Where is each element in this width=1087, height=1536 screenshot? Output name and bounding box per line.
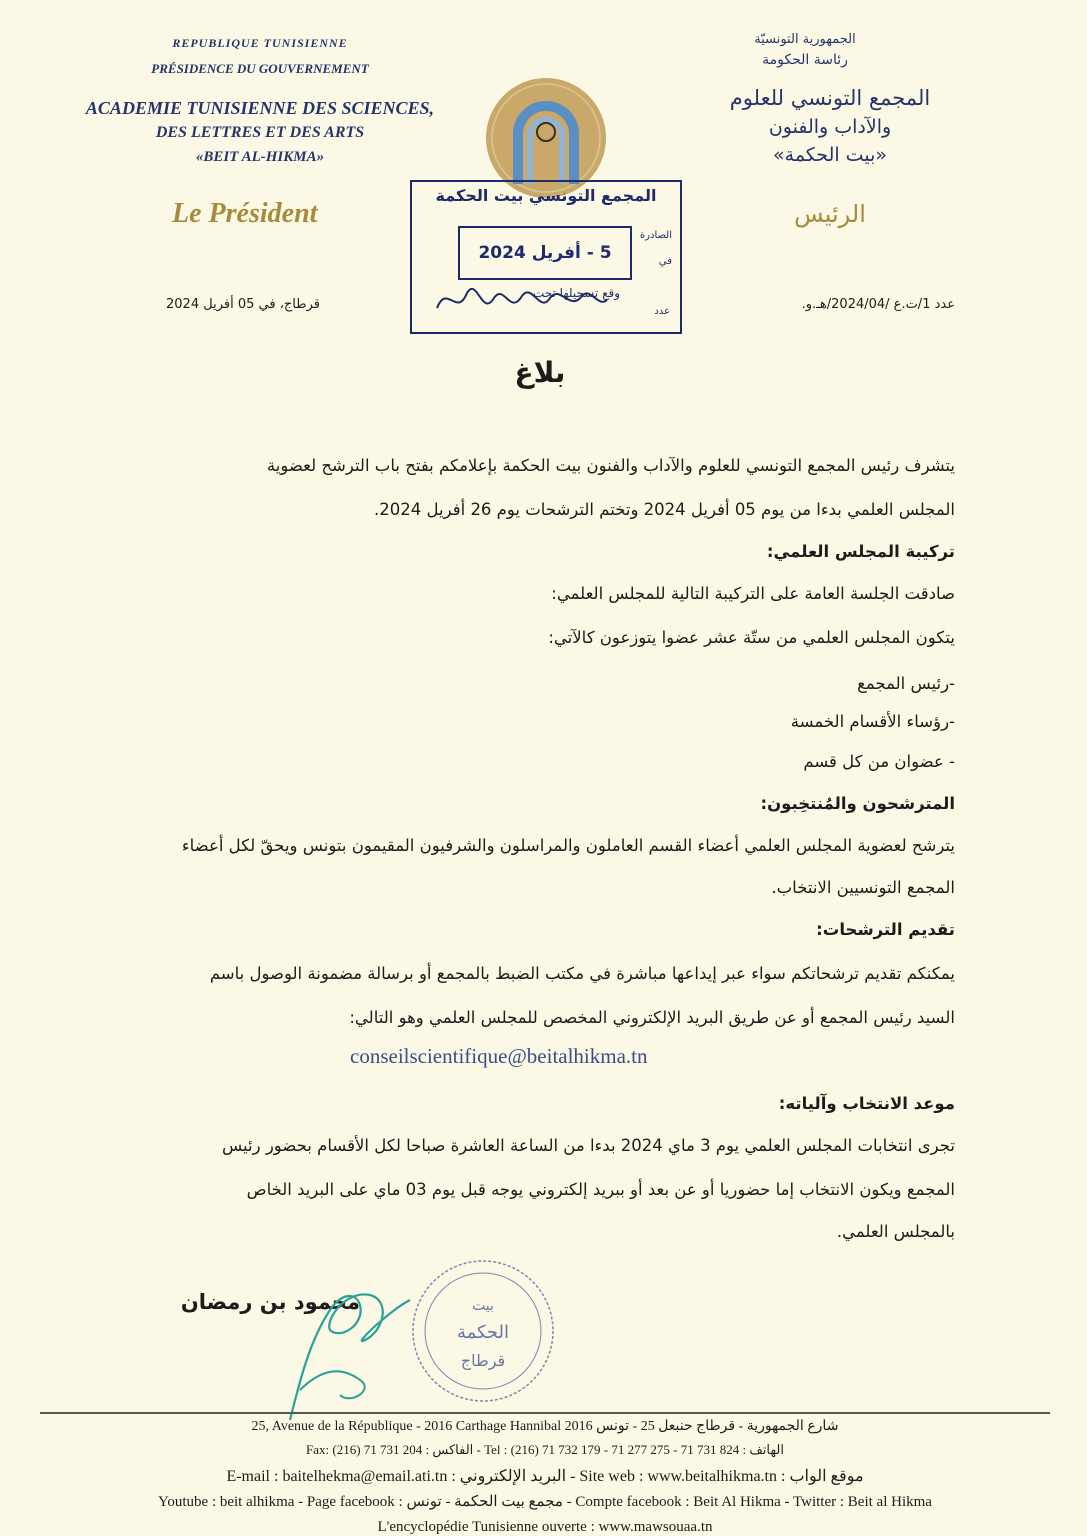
stamp-title: المجمع التونسي بيت الحكمة — [435, 186, 657, 205]
academy-name-line2: DES LETTRES ET DES ARTS — [155, 124, 365, 141]
reference-number: عدد 1/ت.ع /2024/04/هـ.و. — [801, 297, 955, 312]
notice-title: بلاغ — [514, 356, 566, 389]
republic-label-arabic: الجمهورية التونسيّة — [754, 32, 856, 47]
footer-encyclopedia: L'encyclopédie Tunisienne ouverte : www.mawsouaa.tn — [377, 1519, 713, 1535]
academy-name-line3: «BEIT AL-HIKMA» — [195, 149, 325, 165]
election-line-2: المجمع ويكون الانتخاب إما حضوريا أو عن بعد أو ببريد إلكتروني يوجه قبل يوم 03 ماي على البريد الخاص — [246, 1180, 955, 1199]
seal-text-mid: الحكمة — [456, 1322, 510, 1343]
registration-stamp — [410, 180, 682, 334]
president-title-arabic: الرئيس — [794, 200, 866, 228]
footer-address: 25, Avenue de la République - 2016 Carthage Hannibal 2016 شارع الجمهورية - قرطاج حنبعل 25 - تونس — [251, 1419, 839, 1434]
composition-item-1: -رئيس المجمع — [857, 674, 955, 693]
composition-line-2: يتكون المجلس العلمي من ستّة عشر عضوا يتوزعون كالآتي: — [548, 628, 955, 647]
submission-line-2: السيد رئيس المجمع أو عن طريق البريد الإلكتروني المخصص للمجلس العلمي وهو التالي: — [349, 1008, 955, 1027]
stamp-date: 5 - أفريل 2024 — [458, 226, 632, 280]
issue-date: قرطاج، في 05 أفريل 2024 — [166, 297, 320, 312]
seal-text-top: بيت — [472, 1298, 494, 1314]
presidency-label-arabic: رئاسة الحكومة — [762, 52, 848, 68]
stamp-register-label: وقع تسجيلها تحت — [533, 286, 620, 300]
stamp-number-label: عدد — [654, 306, 670, 317]
footer-phone-fax: Fax: (216) 71 731 204 : الفاكس - Tel : (216) 71 732 179 - 71 277 275 - 71 731 824 : الهاتف — [306, 1442, 784, 1457]
intro-line-2: المجلس العلمي بدءا من يوم 05 أفريل 2024 وتختم الترشحات يوم 26 أفريل 2024. — [374, 500, 955, 519]
candidates-heading: المترشحون والمُنتخِبون: — [760, 794, 955, 813]
handwritten-signature-icon — [270, 1270, 430, 1430]
official-seal-icon — [410, 1258, 556, 1404]
election-heading: موعد الانتخاب وآلياته: — [778, 1094, 955, 1113]
composition-item-3: - عضوان من كل قسم — [803, 752, 955, 771]
candidates-line-2: المجمع التونسيين الانتخاب. — [771, 878, 955, 897]
presidency-label: PRÉSIDENCE DU GOUVERNEMENT — [151, 61, 369, 76]
academy-name-arabic-line1: المجمع التونسي للعلوم — [729, 86, 931, 110]
candidates-line-1: يترشح لعضوية المجلس العلمي أعضاء القسم العاملون والمراسلون والشرفيون المقيمون بتونس ويحقّ لكل أعضاء — [181, 836, 955, 855]
stamp-in-label: في — [658, 256, 672, 267]
election-line-1: تجرى انتخابات المجلس العلمي يوم 3 ماي 2024 بدءا من الساعة العاشرة صباحا لكل الأقسام بحضور رئيس — [222, 1136, 955, 1155]
stamp-handwritten-number-icon — [432, 278, 612, 324]
president-title-french: Le Président — [172, 198, 318, 229]
academy-name-line1: ACADEMIE TUNISIENNE DES SCIENCES, — [85, 98, 435, 118]
intro-line-1: يتشرف رئيس المجمع التونسي للعلوم والآداب والفنون بيت الحكمة بإعلامكم بفتح باب الترشح لعضوية — [266, 456, 955, 475]
composition-line-1: صادقت الجلسة العامة على التركيبة التالية للمجلس العلمي: — [551, 584, 955, 603]
republic-label: REPUBLIQUE TUNISIENNE — [172, 36, 348, 50]
footer-divider — [40, 1412, 1050, 1414]
stamp-issued-label: الصادرة — [639, 230, 672, 241]
seal-text-bottom: قرطاج — [460, 1351, 506, 1370]
submission-heading: تقديم الترشحات: — [816, 920, 955, 939]
signatory-name: محمود بن رمضان — [180, 1290, 360, 1314]
submission-line-1: يمكنكم تقديم ترشحاتكم سواء عبر إيداعها مباشرة في مكتب الضبط بالمجمع أو برسالة مضمونة الوصول باسم — [209, 964, 955, 983]
election-line-3: بالمجلس العلمي. — [836, 1222, 955, 1241]
composition-heading: تركيبة المجلس العلمي: — [766, 542, 955, 561]
council-email-link[interactable]: conseilscientifique@beitalhikma.tn — [350, 1044, 648, 1068]
academy-name-arabic-line2: والآداب والفنون — [768, 116, 892, 138]
footer-social-links: Youtube : beit alhikma - Page facebook : مجمع بيت الحكمة - تونس - Compte facebook : Beit Al Hikma - Twitter : Beit al Hikma — [158, 1494, 932, 1510]
footer-email-website: E-mail : baitelhekma@email.ati.tn : البريد الإلكتروني - Site web : www.beitalhikma.tn : موقع الواب — [226, 1468, 864, 1485]
academy-name-arabic-line3: «بيت الحكمة» — [773, 144, 887, 166]
header-french — [40, 0, 480, 180]
composition-item-2: -رؤساء الأقسام الخمسة — [790, 712, 955, 731]
